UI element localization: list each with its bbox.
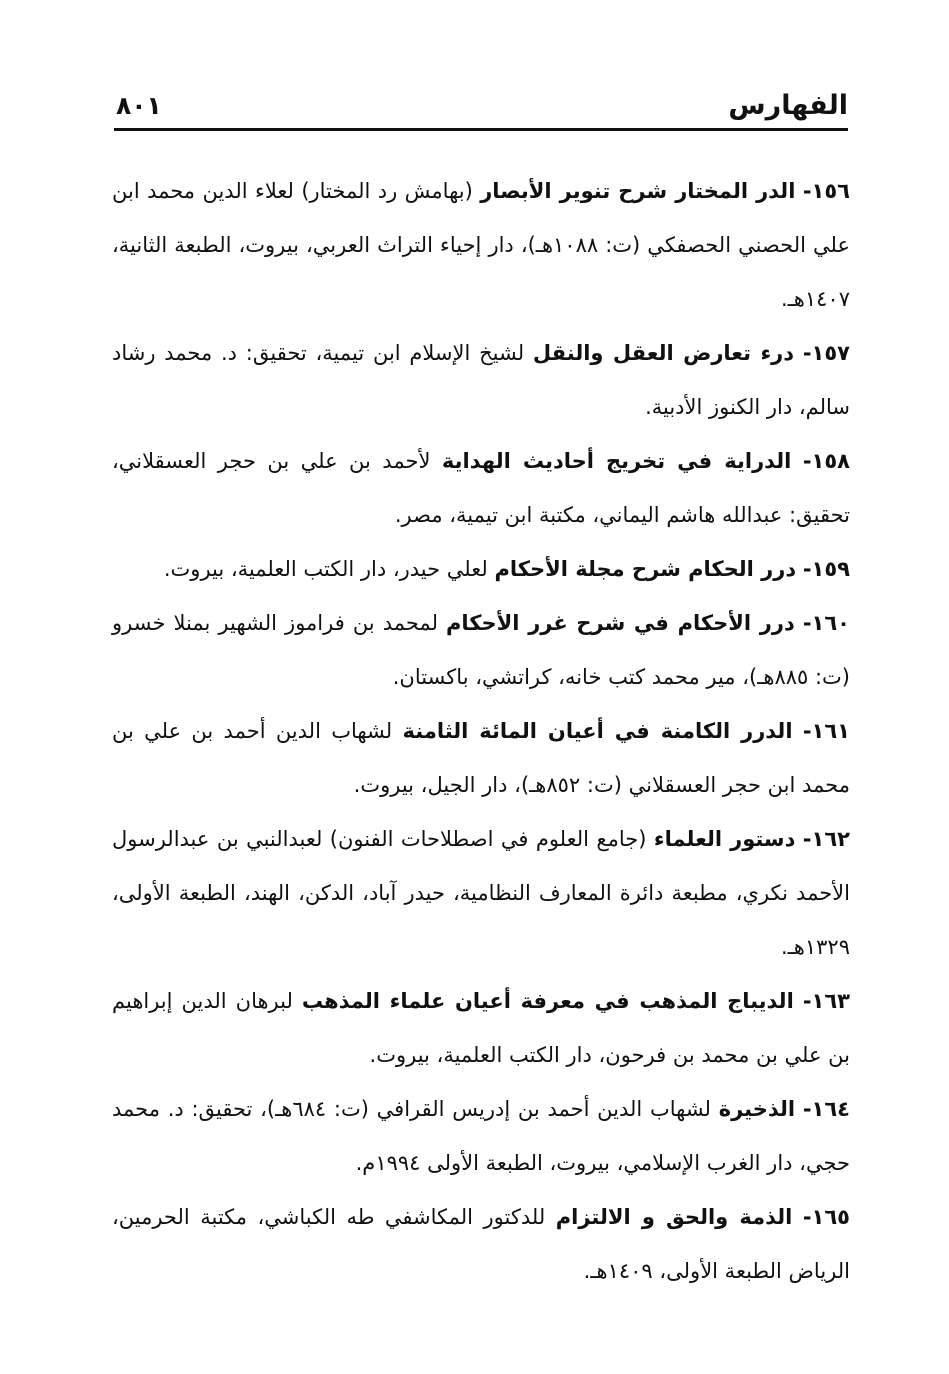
bibliography-entry: [112, 1190, 850, 1298]
bibliography-entry: [112, 704, 850, 812]
page-number: ٨٠١: [116, 91, 162, 120]
page-header: [114, 84, 848, 132]
entry-title: درر الأحكام في شرح غرر الأحكام: [446, 611, 795, 635]
entry-title: الذمة والحق و الالتزام: [555, 1205, 793, 1229]
bibliography-entry: [112, 326, 850, 434]
entry-details: لبرهان الدين إبراهيم بن علي بن محمد بن فرحون، دار الكتب العلمية، بيروت.: [112, 989, 850, 1067]
entry-details: لمحمد بن فراموز الشهير بمنلا خسرو (ت: ٨٨٥هـ)، مير محمد كتب خانه، كراتشي، باكستان.: [112, 611, 850, 689]
entry-title: درء تعارض العقل والنقل: [532, 341, 795, 365]
entry-details: لعلي حيدر، دار الكتب العلمية، بيروت.: [163, 557, 488, 581]
entry-details: لأحمد بن علي بن حجر العسقلاني، تحقيق: عبدالله هاشم اليماني، مكتبة ابن تيمية، مصر.: [112, 449, 850, 527]
entry-title: دستور العلماء: [653, 827, 796, 851]
entry-details: (بهامش رد المختار) لعلاء الدين محمد ابن علي الحصني الحصفكي (ت: ١٠٨٨هـ)، دار إحياء التراث العربي، بيروت، الطبعة الثانية، ١٤٠٧هـ.: [112, 179, 850, 311]
entry-details: لشيخ الإسلام ابن تيمية، تحقيق: د. محمد رشاد سالم، دار الكنوز الأدبية.: [112, 341, 850, 419]
bibliography-entry: [112, 434, 850, 542]
entry-number: ١٥٨-: [802, 449, 850, 473]
entry-title: الدر المختار شرح تنوير الأبصار: [480, 179, 796, 203]
header-rule: [114, 128, 848, 131]
entry-title: درر الحكام شرح مجلة الأحكام: [494, 557, 797, 581]
entry-title: الديباج المذهب في معرفة أعيان علماء المذهب: [301, 989, 794, 1013]
entry-number: ١٦٢-: [802, 827, 850, 851]
bibliography-list: [112, 164, 850, 1298]
bibliography-entry: [112, 542, 850, 596]
entry-details: (جامع العلوم في اصطلاحات الفنون) لعبدالنبي بن عبدالرسول الأحمد نكري، مطبعة دائرة المعارف النظامية، حيدر آباد، الدكن، الهند، الطبعة الأولى، ١٣٢٩هـ.: [112, 827, 850, 959]
bibliography-entry: [112, 974, 850, 1082]
bibliography-entry: [112, 1082, 850, 1190]
entry-number: ١٦٣-: [802, 989, 850, 1013]
entry-details: للدكتور المكاشفي طه الكباشي، مكتبة الحرمين، الرياض الطبعة الأولى، ١٤٠٩هـ.: [112, 1205, 850, 1283]
bibliography-entry: [112, 596, 850, 704]
entry-number: ١٦٠-: [802, 611, 850, 635]
entry-title: الذخيرة: [718, 1097, 796, 1121]
entry-details: لشهاب الدين أحمد بن علي بن محمد ابن حجر العسقلاني (ت: ٨٥٢هـ)، دار الجيل، بيروت.: [112, 719, 850, 797]
entry-number: ١٦٤-: [802, 1097, 850, 1121]
entry-number: ١٥٩-: [802, 557, 850, 581]
entry-title: الدرر الكامنة في أعيان المائة الثامنة: [402, 719, 793, 743]
entry-number: ١٦٥-: [802, 1205, 850, 1229]
entry-number: ١٥٧-: [802, 341, 850, 365]
entry-number: ١٥٦-: [802, 179, 850, 203]
bibliography-entry: [112, 164, 850, 326]
entry-details: لشهاب الدين أحمد بن إدريس القرافي (ت: ٦٨٤هـ)، تحقيق: د. محمد حجي، دار الغرب الإسلامي، بيروت، الطبعة الأولى ١٩٩٤م.: [112, 1097, 850, 1175]
entry-number: ١٦١-: [802, 719, 850, 743]
bibliography-entry: [112, 812, 850, 974]
entry-title: الدراية في تخريج أحاديث الهداية: [441, 449, 792, 473]
section-title: الفهارس: [728, 90, 848, 121]
